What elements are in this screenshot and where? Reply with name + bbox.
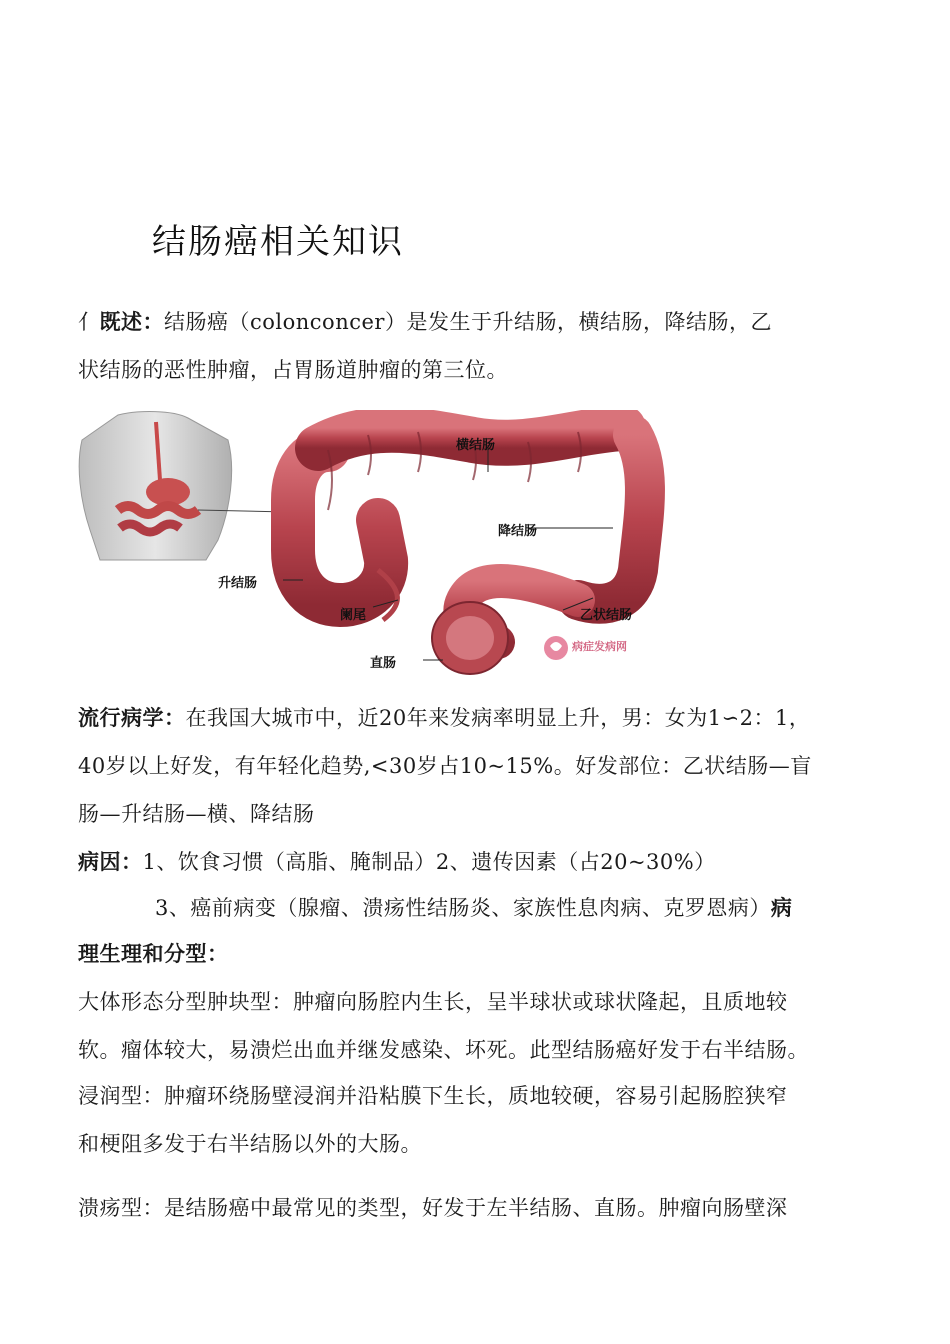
etiology-line-2 <box>155 892 792 922</box>
etiology-text-2: 3、癌前病变（腺瘤、溃疡性结肠炎、家族性息肉病、克罗恩病） <box>155 896 771 920</box>
watermark-text: 病症发病网 <box>572 640 627 653</box>
epidemiology-text-1: 在我国大城市中，近20年来发病率明显上升，男：女为1∽2：1， <box>185 706 811 730</box>
watermark-logo <box>544 636 568 660</box>
pathology-heading-start: 病 <box>770 896 793 920</box>
etiology-text-1: 1、饮食习惯（高脂、腌制品）2、遗传因素（占20~30%） <box>142 850 716 874</box>
overview-line-1 <box>78 306 772 336</box>
epidemiology-label: 流行病学： <box>78 706 186 730</box>
label-appendix: 阑尾 <box>340 608 367 623</box>
label-rectum: 直肠 <box>370 656 397 671</box>
overview-line-2: 状结肠的恶性肿瘤，占胃肠道肿瘤的第三位。 <box>78 358 508 382</box>
label-sigmoid-colon: 乙状结肠 <box>580 608 633 623</box>
epidemiology-line-2: 40岁以上好发，有年轻化趋势,<30岁占10~15%。好发部位：乙状结肠—盲 <box>78 754 812 778</box>
bullet-glyph: 亻 <box>78 310 100 334</box>
epidemiology-line-1 <box>78 702 810 732</box>
label-transverse-colon: 横结肠 <box>456 438 496 453</box>
torso-figure <box>79 412 231 560</box>
pathology-line-4: 和梗阻多发于右半结肠以外的大肠。 <box>78 1132 422 1156</box>
pathology-line-2: 软。瘤体较大，易溃烂出血并继发感染、坏死。此型结肠癌好发于右半结肠。 <box>78 1038 809 1062</box>
pathology-line-1: 大体形态分型肿块型：肿瘤向肠腔内生长，呈半球状或球状隆起，且质地较 <box>78 990 788 1014</box>
label-ascending-colon: 升结肠 <box>218 576 258 591</box>
epidemiology-line-3: 肠—升结肠—横、降结肠 <box>78 802 315 826</box>
pathology-line-3: 浸润型：肿瘤环绕肠壁浸润并沿粘膜下生长，质地较硬，容易引起肠腔狭窄 <box>78 1084 788 1108</box>
page-title: 结肠癌相关知识 <box>152 222 404 262</box>
pathology-heading: 理生理和分型： <box>78 942 229 966</box>
etiology-line-1 <box>78 846 716 876</box>
overview-text-1: 结肠癌（colonconcer）是发生于升结肠，横结肠，降结肠，乙 <box>164 310 772 334</box>
label-descending-colon: 降结肠 <box>498 524 538 539</box>
colon-anatomy-figure <box>78 410 688 684</box>
etiology-label: 病因： <box>78 850 143 874</box>
overview-label: 既述： <box>99 310 164 334</box>
pathology-line-5: 溃疡型：是结肠癌中最常见的类型，好发于左半结肠、直肠。肿瘤向肠壁深 <box>78 1196 788 1220</box>
